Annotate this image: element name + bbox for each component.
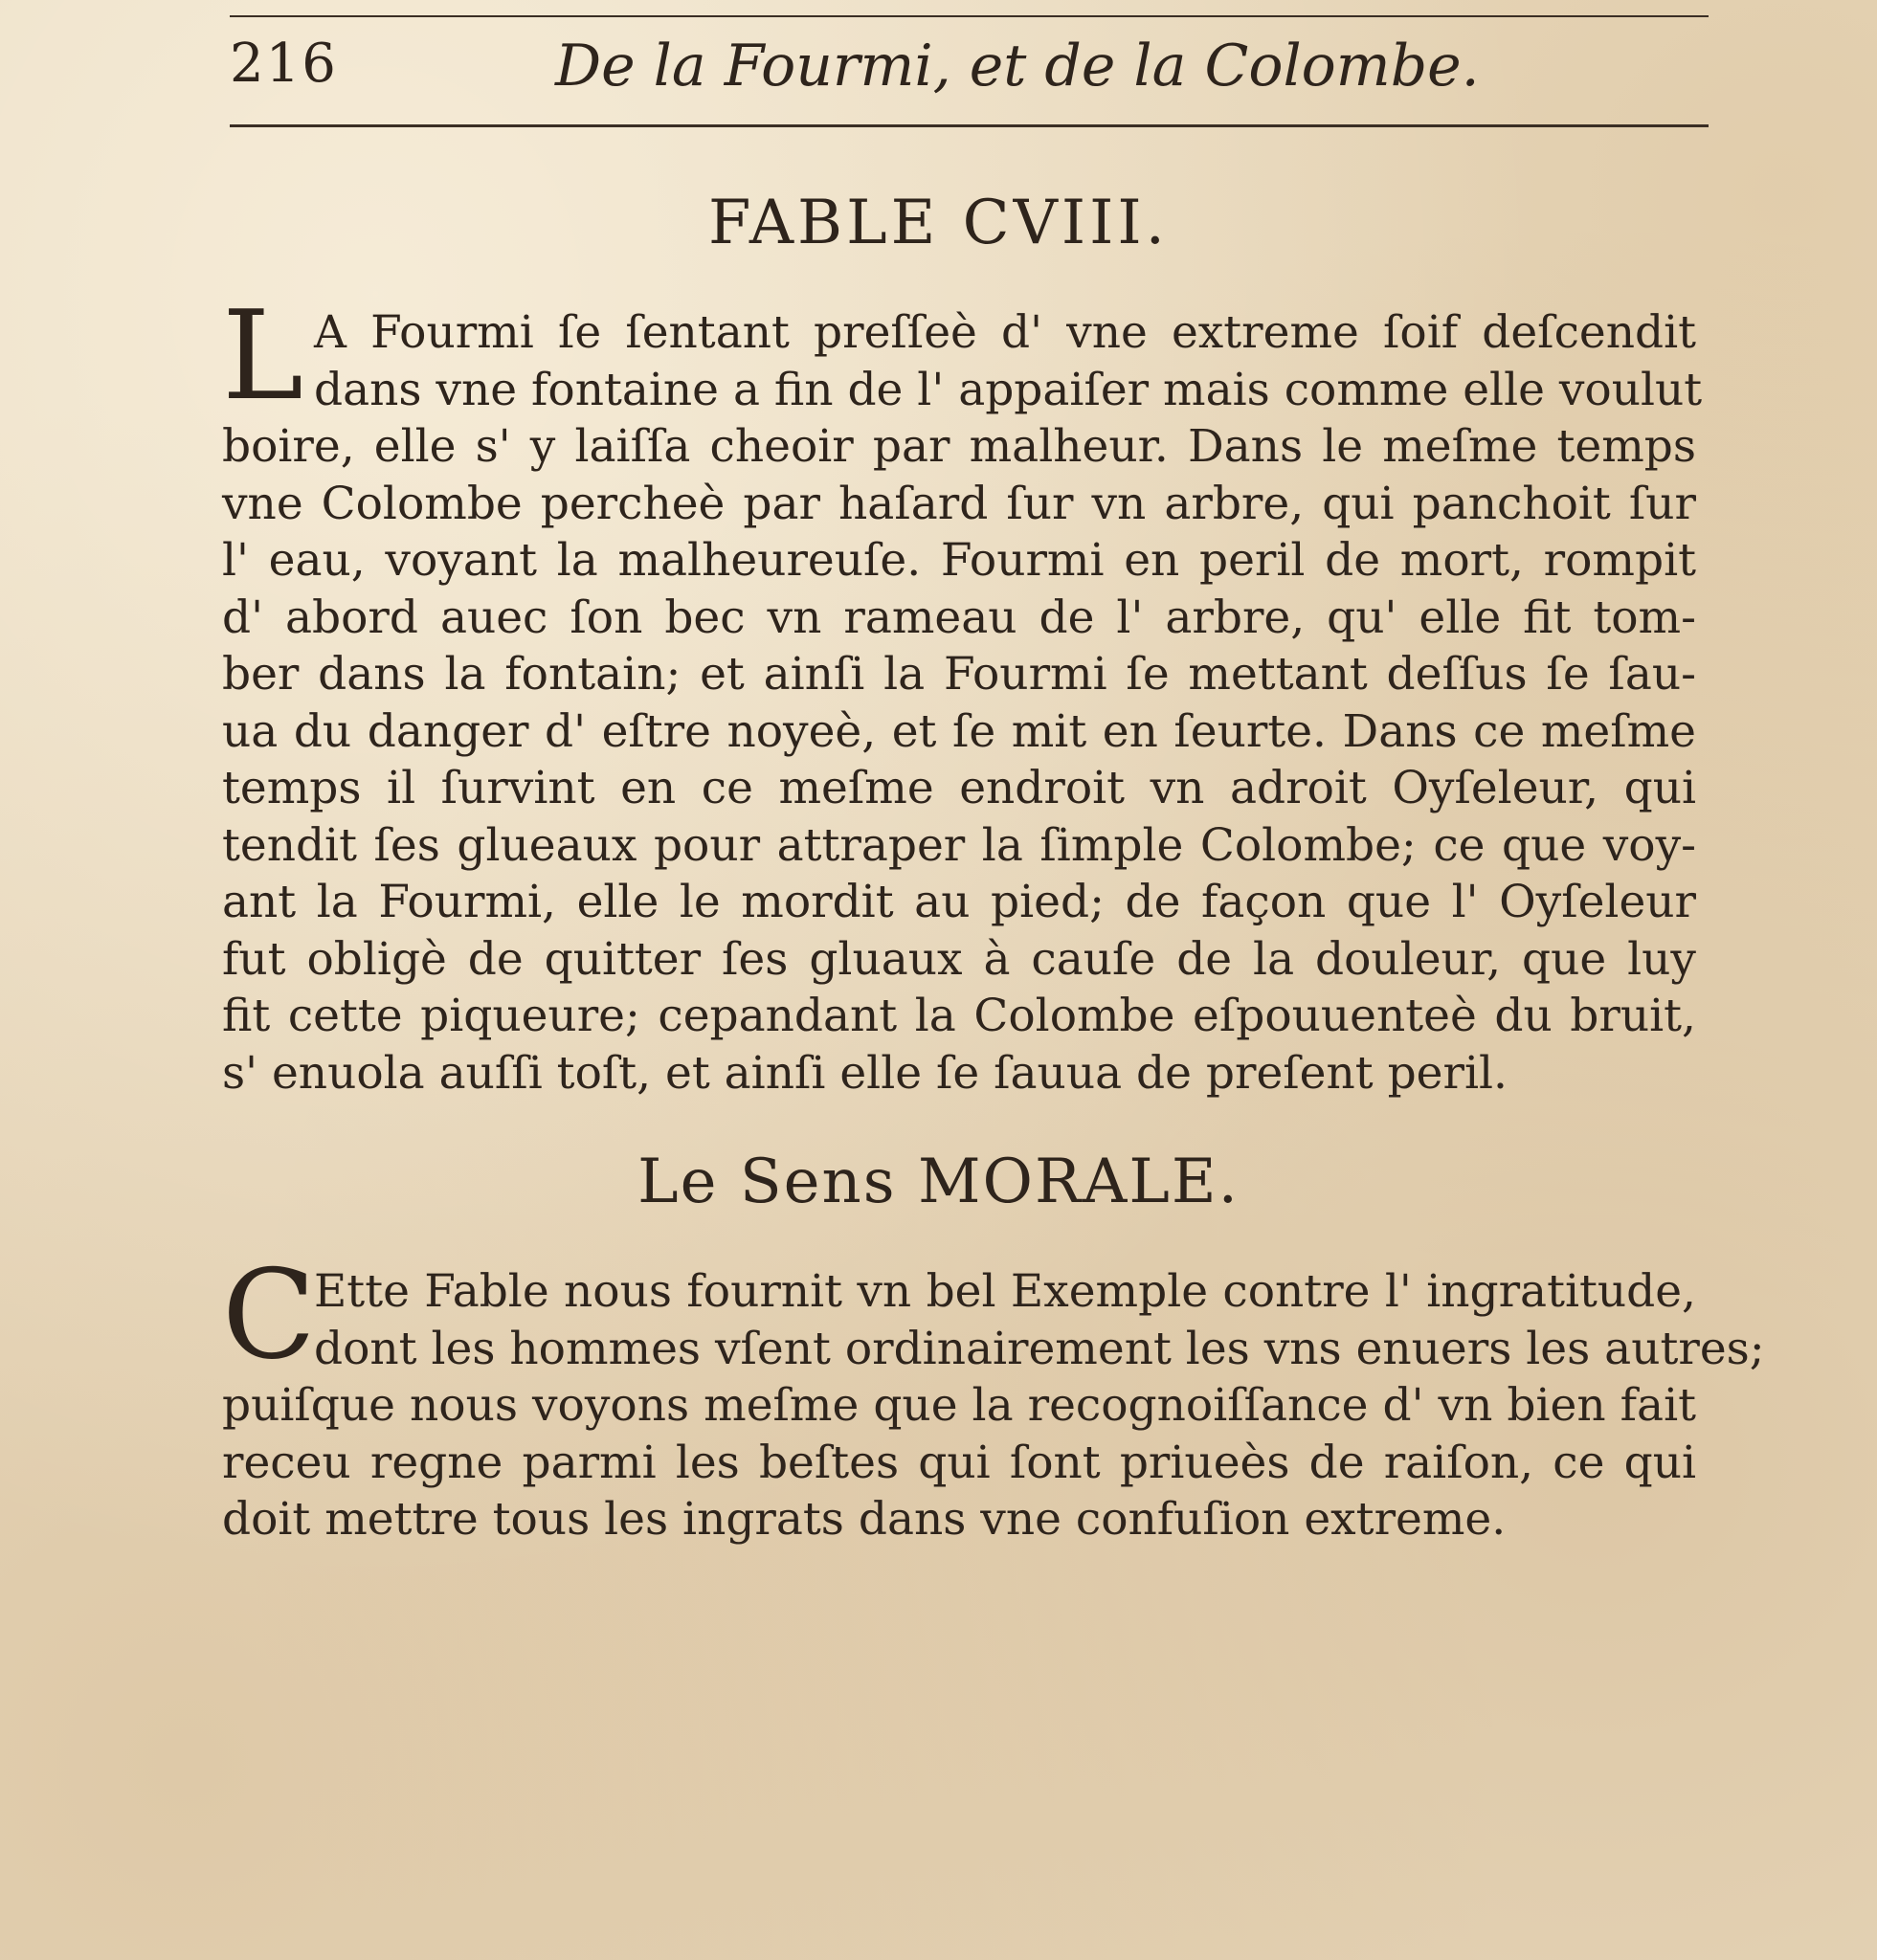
text-line: vne Colombe percheè par haſard ſur vn arbre, qui panchoit ſur xyxy=(222,477,1696,530)
text-line: tendit ſes glueaux pour attraper la ſimple Colombe; ce que voy- xyxy=(222,818,1696,872)
show-through-text xyxy=(0,1871,1877,1925)
drop-cap: C xyxy=(222,1244,316,1387)
text-line: d' abord auec ſon bec vn rameau de l' arbre, qu' elle fit tom- xyxy=(222,590,1696,644)
text-line: puiſque nous voyons meſme que la recognoiſſance d' vn bien fait xyxy=(222,1379,1696,1432)
header-rule xyxy=(230,124,1709,127)
fable-body xyxy=(222,285,1703,1102)
text-line: dans vne fontaine a fin de l' appaiſer mais comme elle voulut xyxy=(314,363,1703,416)
text-line: l' eau, voyant la malheureuſe. Fourmi en peril de mort, rompit xyxy=(222,534,1696,587)
text-line: ant la Fourmi, elle le mordit au pied; de façon que l' Oyſeleur xyxy=(222,876,1696,928)
text-line: s' enuola auſſi toſt, et ainſi elle ſe ſauua de preſent peril. xyxy=(222,1046,1508,1100)
text-line: ua du danger d' eſtre noyeè, et ſe mit en ſeurte. Dans ce meſme xyxy=(222,704,1696,758)
moral-heading: Le Sens MORALE. xyxy=(637,1147,1240,1217)
text-line: dont les hommes vſent ordinairement les vns enuers les autres; xyxy=(314,1322,1765,1375)
moral-body xyxy=(222,1244,1765,1548)
text-line: ber dans la fontain; et ainſi la Fourmi ſe mettant deſſus ſe ſau- xyxy=(222,648,1696,701)
text-line: receu regne parmi les beſtes qui ſont priueès de raiſon, ce qui xyxy=(222,1436,1696,1489)
text-line: doit mettre tous les ingrats dans vne confuſion extreme. xyxy=(222,1493,1507,1546)
running-head xyxy=(230,25,1709,121)
text-line: temps il ſurvint en ce meſme endroit vn adroit Oyſeleur, qui xyxy=(222,762,1696,814)
running-title: De la Fourmi, et de la Colombe. xyxy=(555,33,1480,100)
drop-cap: L xyxy=(222,285,303,428)
text-line: fut obligè de quitter ſes gluaux à cauſe de la douleur, que luy xyxy=(222,932,1696,986)
text-line: Ette Fable nous fournit vn bel Exemple contre l' ingratitude, xyxy=(314,1265,1696,1318)
top-rule xyxy=(230,15,1709,17)
fable-heading: FABLE CVIII. xyxy=(707,188,1170,258)
page-number: 216 xyxy=(230,33,338,95)
text-line: fit cette piqueure; cepandant la Colombe eſpouuenteè du bruit, xyxy=(222,990,1696,1042)
text-line: boire, elle s' y laiſſa cheoir par malheur. Dans le meſme temps xyxy=(222,420,1696,473)
text-line: A Fourmi ſe ſentant preſſeè d' vne extreme ſoif deſcendit xyxy=(314,306,1696,359)
